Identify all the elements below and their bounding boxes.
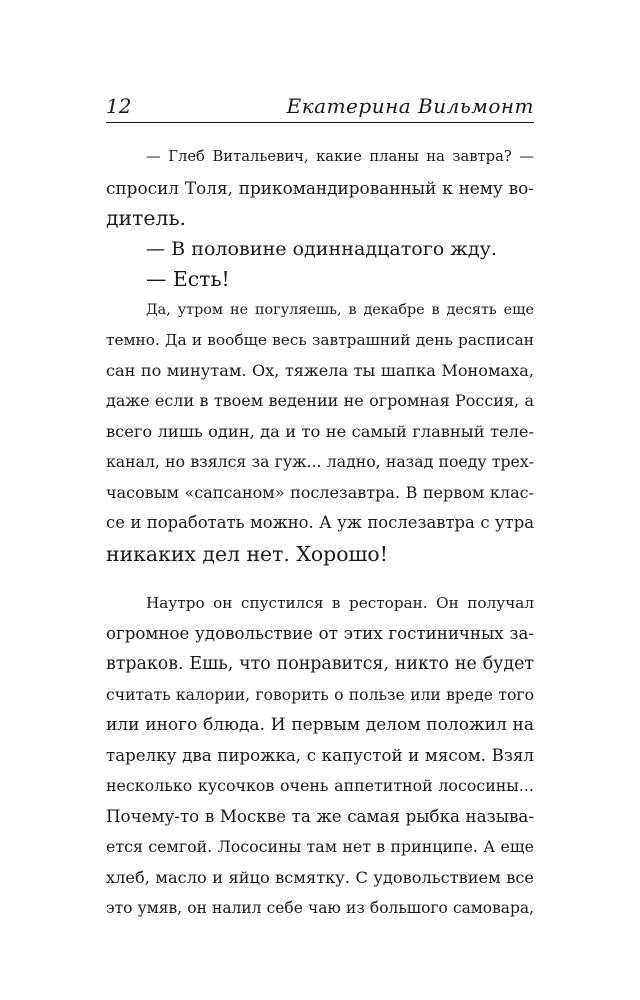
- text-line: даже если в твоем ведении не огромная Россия, а: [106, 391, 534, 410]
- text-line: втраков. Ешь, что понравится, никто не будет: [106, 654, 534, 674]
- text-line: никаких дел нет. Хорошо!: [106, 541, 388, 566]
- text-line: всего лишь один, да и то не самый главный теле-: [106, 421, 534, 441]
- text-line: или иного блюда. И первым делом положил на: [106, 715, 534, 735]
- text-line: — В половине одиннадцатого жду.: [146, 236, 497, 260]
- text-line: спросил Толя, прикомандированный к нему во-: [106, 177, 534, 198]
- running-header: [106, 94, 534, 123]
- text-line: — Глеб Витальевич, какие планы на завтра? —: [146, 148, 534, 165]
- text-line: — Есть!: [146, 267, 230, 291]
- text-line: часовым «сапсаном» послезавтра. В первом клас-: [106, 482, 534, 502]
- text-line: Да, утром не погуляешь, в декабре в десять еще: [146, 301, 534, 318]
- text-block-1: [106, 142, 534, 569]
- text-line: считать калории, говорить о пользе или вреде того: [106, 684, 534, 704]
- running-title: Екатерина Вильмонт: [286, 94, 534, 118]
- text-line: хлеб, масло и яйцо всмятку. С удовольствием все: [106, 867, 534, 887]
- text-line: се и поработать можно. А уж послезавтра с утра: [106, 513, 534, 532]
- text-line: несколько кусочков очень аппетитной лососины...: [106, 776, 534, 795]
- text-line: канал, но взялся за гуж... ладно, назад поеду трех-: [106, 452, 534, 471]
- text-line: темно. Да и вообще весь завтрашний день расписан: [106, 331, 534, 349]
- text-line: тарелку два пирожка, с капустой и мясом. Взял: [106, 745, 534, 765]
- text-block-2: [106, 588, 534, 924]
- text-line: Почему-то в Москве та же самая рыбка называ-: [106, 806, 534, 826]
- text-line: это умяв, он налил себе чаю из большого самовара,: [106, 899, 534, 917]
- text-line: Наутро он спустился в ресторан. Он получал: [146, 594, 534, 612]
- page-number: 12: [106, 94, 132, 118]
- text-line: ется семгой. Лососины там нет в принципе. А еще: [106, 837, 534, 856]
- text-line: огромное удовольствие от этих гостиничных за-: [106, 623, 534, 643]
- text-line: дитель.: [106, 206, 187, 230]
- text-line: сан по минутам. Ох, тяжела ты шапка Мономаха,: [106, 360, 534, 380]
